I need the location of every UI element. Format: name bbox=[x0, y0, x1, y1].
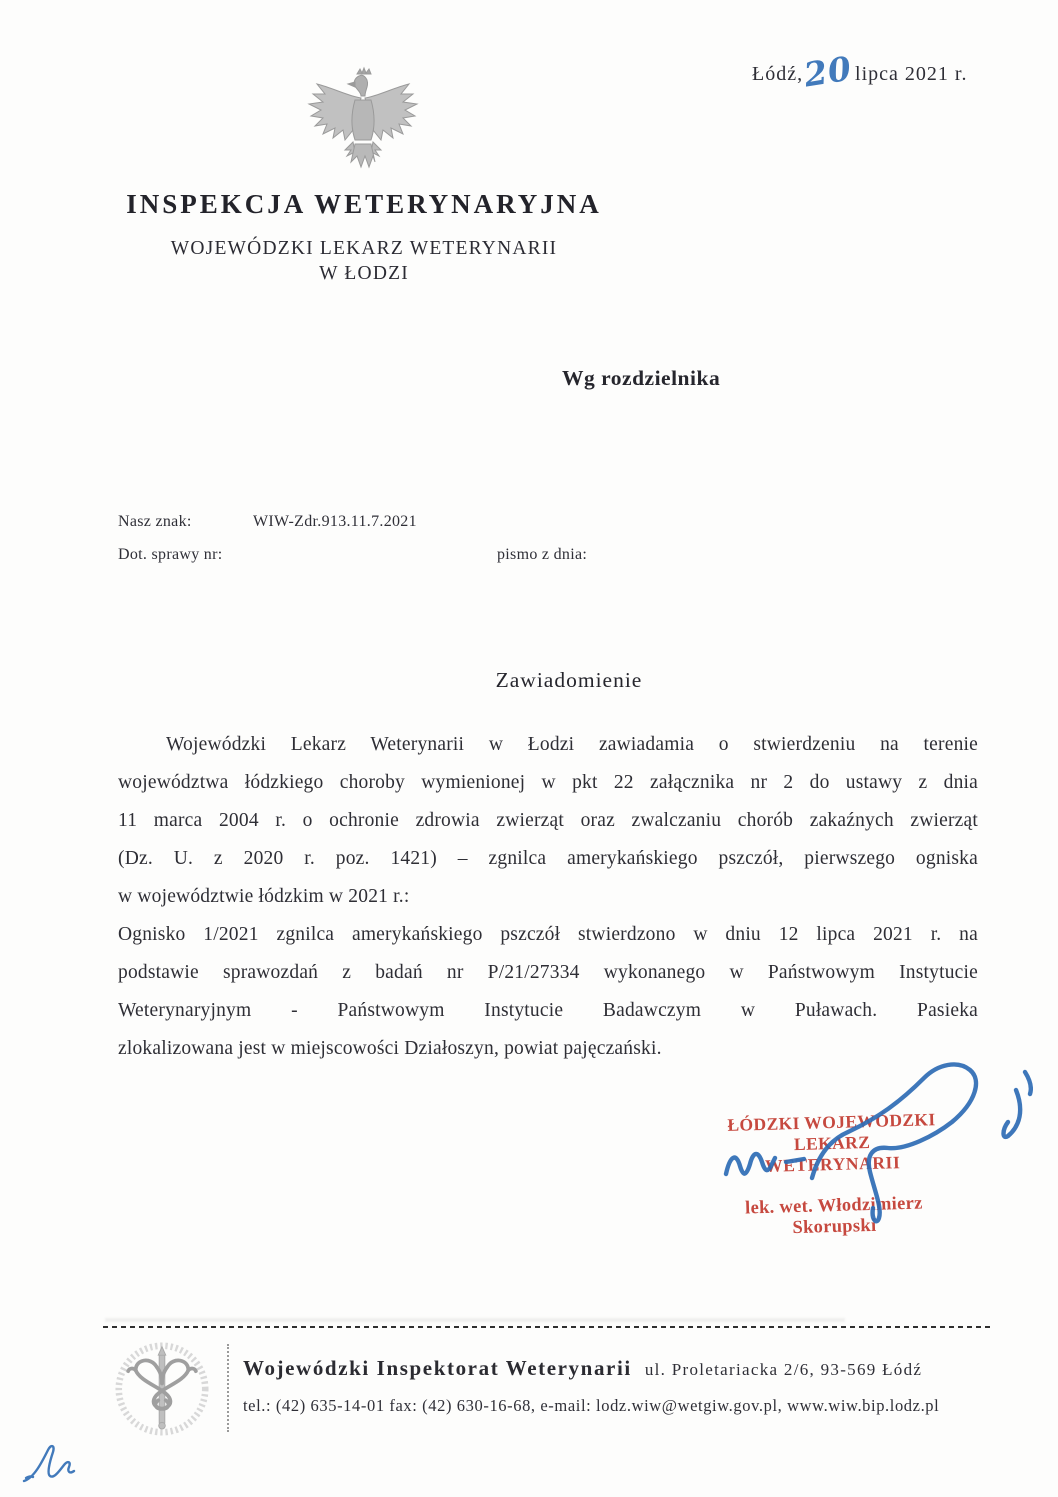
body-line: Ognisko 1/2021 zgnilca amerykańskiego pszczół stwierdzono w dniu 12 lipca 2021 r. na bbox=[118, 924, 978, 945]
dateline-city: Łódź, bbox=[752, 63, 804, 85]
body-paragraph-1 bbox=[118, 726, 978, 916]
handwritten-day-ink: 20 bbox=[801, 48, 855, 95]
body-line: 11 marca 2004 r. o ochronie zdrowia zwierząt oraz zwalczaniu chorób zakaźnych zwierząt bbox=[118, 810, 978, 831]
body-line: Wojewódzki Lekarz Weterynarii w Łodzi zawiadamia o stwierdzeniu na terenie bbox=[166, 734, 978, 755]
dateline bbox=[752, 48, 968, 95]
coat-of-arms-eagle-icon bbox=[303, 66, 423, 178]
footer-dotted-divider bbox=[227, 1344, 229, 1432]
body-line: (Dz. U. z 2020 r. poz. 1421) – zgnilca amerykańskiego pszczół, pierwszego ogniska bbox=[118, 848, 978, 869]
office-name-line1: WOJEWÓDZKI LEKARZ WETERYNARII bbox=[170, 238, 558, 259]
footer-org-name: Wojewódzki Inspektorat Weterynarii bbox=[243, 1356, 632, 1380]
handwritten-paraph-icon bbox=[12, 1438, 97, 1493]
org-name: INSPEKCJA WETERYNARYJNA bbox=[126, 189, 602, 219]
ref-nasz-znak-value: WIW-Zdr.913.11.7.2021 bbox=[253, 513, 417, 530]
body-line: podstawie sprawozdań z badań nr P/21/27334 wykonanego w Państwowym Instytucie bbox=[118, 962, 978, 983]
body-line: Weterynaryjnym - Państwowym Instytucie Badawczym w Puławach. Pasieka bbox=[118, 1000, 978, 1021]
scan-smudge bbox=[105, 1318, 845, 1322]
stamp-line-3: lek. wet. Włodzimierz Skorupski bbox=[744, 1193, 923, 1239]
footer-contact: tel.: (42) 635-14-01 fax: (42) 630-16-68, e-mail: lodz.wiw@wetgiw.gov.pl, www.wiw.bip.lodz.pl bbox=[243, 1396, 940, 1415]
stamp-line-1: ŁÓDZKI WOJEWÓDZKI LEKARZ bbox=[727, 1109, 936, 1155]
stamp-line-2: WETERYNARII bbox=[764, 1152, 901, 1176]
ref-pismo-z-dnia-label: pismo z dnia: bbox=[497, 546, 588, 563]
addressee: Wg rozdzielnika bbox=[562, 366, 721, 390]
office-name-line2: W ŁODZI bbox=[319, 263, 409, 284]
body-paragraph-2 bbox=[118, 916, 978, 1068]
body-line: w województwie łódzkim w 2021 r.: bbox=[118, 886, 410, 907]
separator-dashed-line bbox=[103, 1326, 991, 1328]
footer-address: ul. Proletariacka 2/6, 93-569 Łódź bbox=[644, 1360, 923, 1379]
body-line: zlokalizowana jest w miejscowości Działoszyn, powiat pajęczański. bbox=[118, 1038, 662, 1059]
handwritten-signature-icon bbox=[700, 1058, 1050, 1238]
document-title: Zawiadomienie bbox=[495, 668, 643, 692]
footer-line-1 bbox=[243, 1356, 983, 1381]
ref-nasz-znak-label: Nasz znak: bbox=[118, 513, 192, 530]
veterinary-caduceus-icon bbox=[112, 1342, 212, 1436]
dateline-rest: lipca 2021 r. bbox=[855, 63, 968, 85]
body-line: województwa łódzkiego choroby wymienionej w pkt 22 załącznika nr 2 do ustawy z dnia bbox=[118, 772, 978, 793]
ref-dot-sprawy-label: Dot. sprawy nr: bbox=[118, 546, 223, 563]
